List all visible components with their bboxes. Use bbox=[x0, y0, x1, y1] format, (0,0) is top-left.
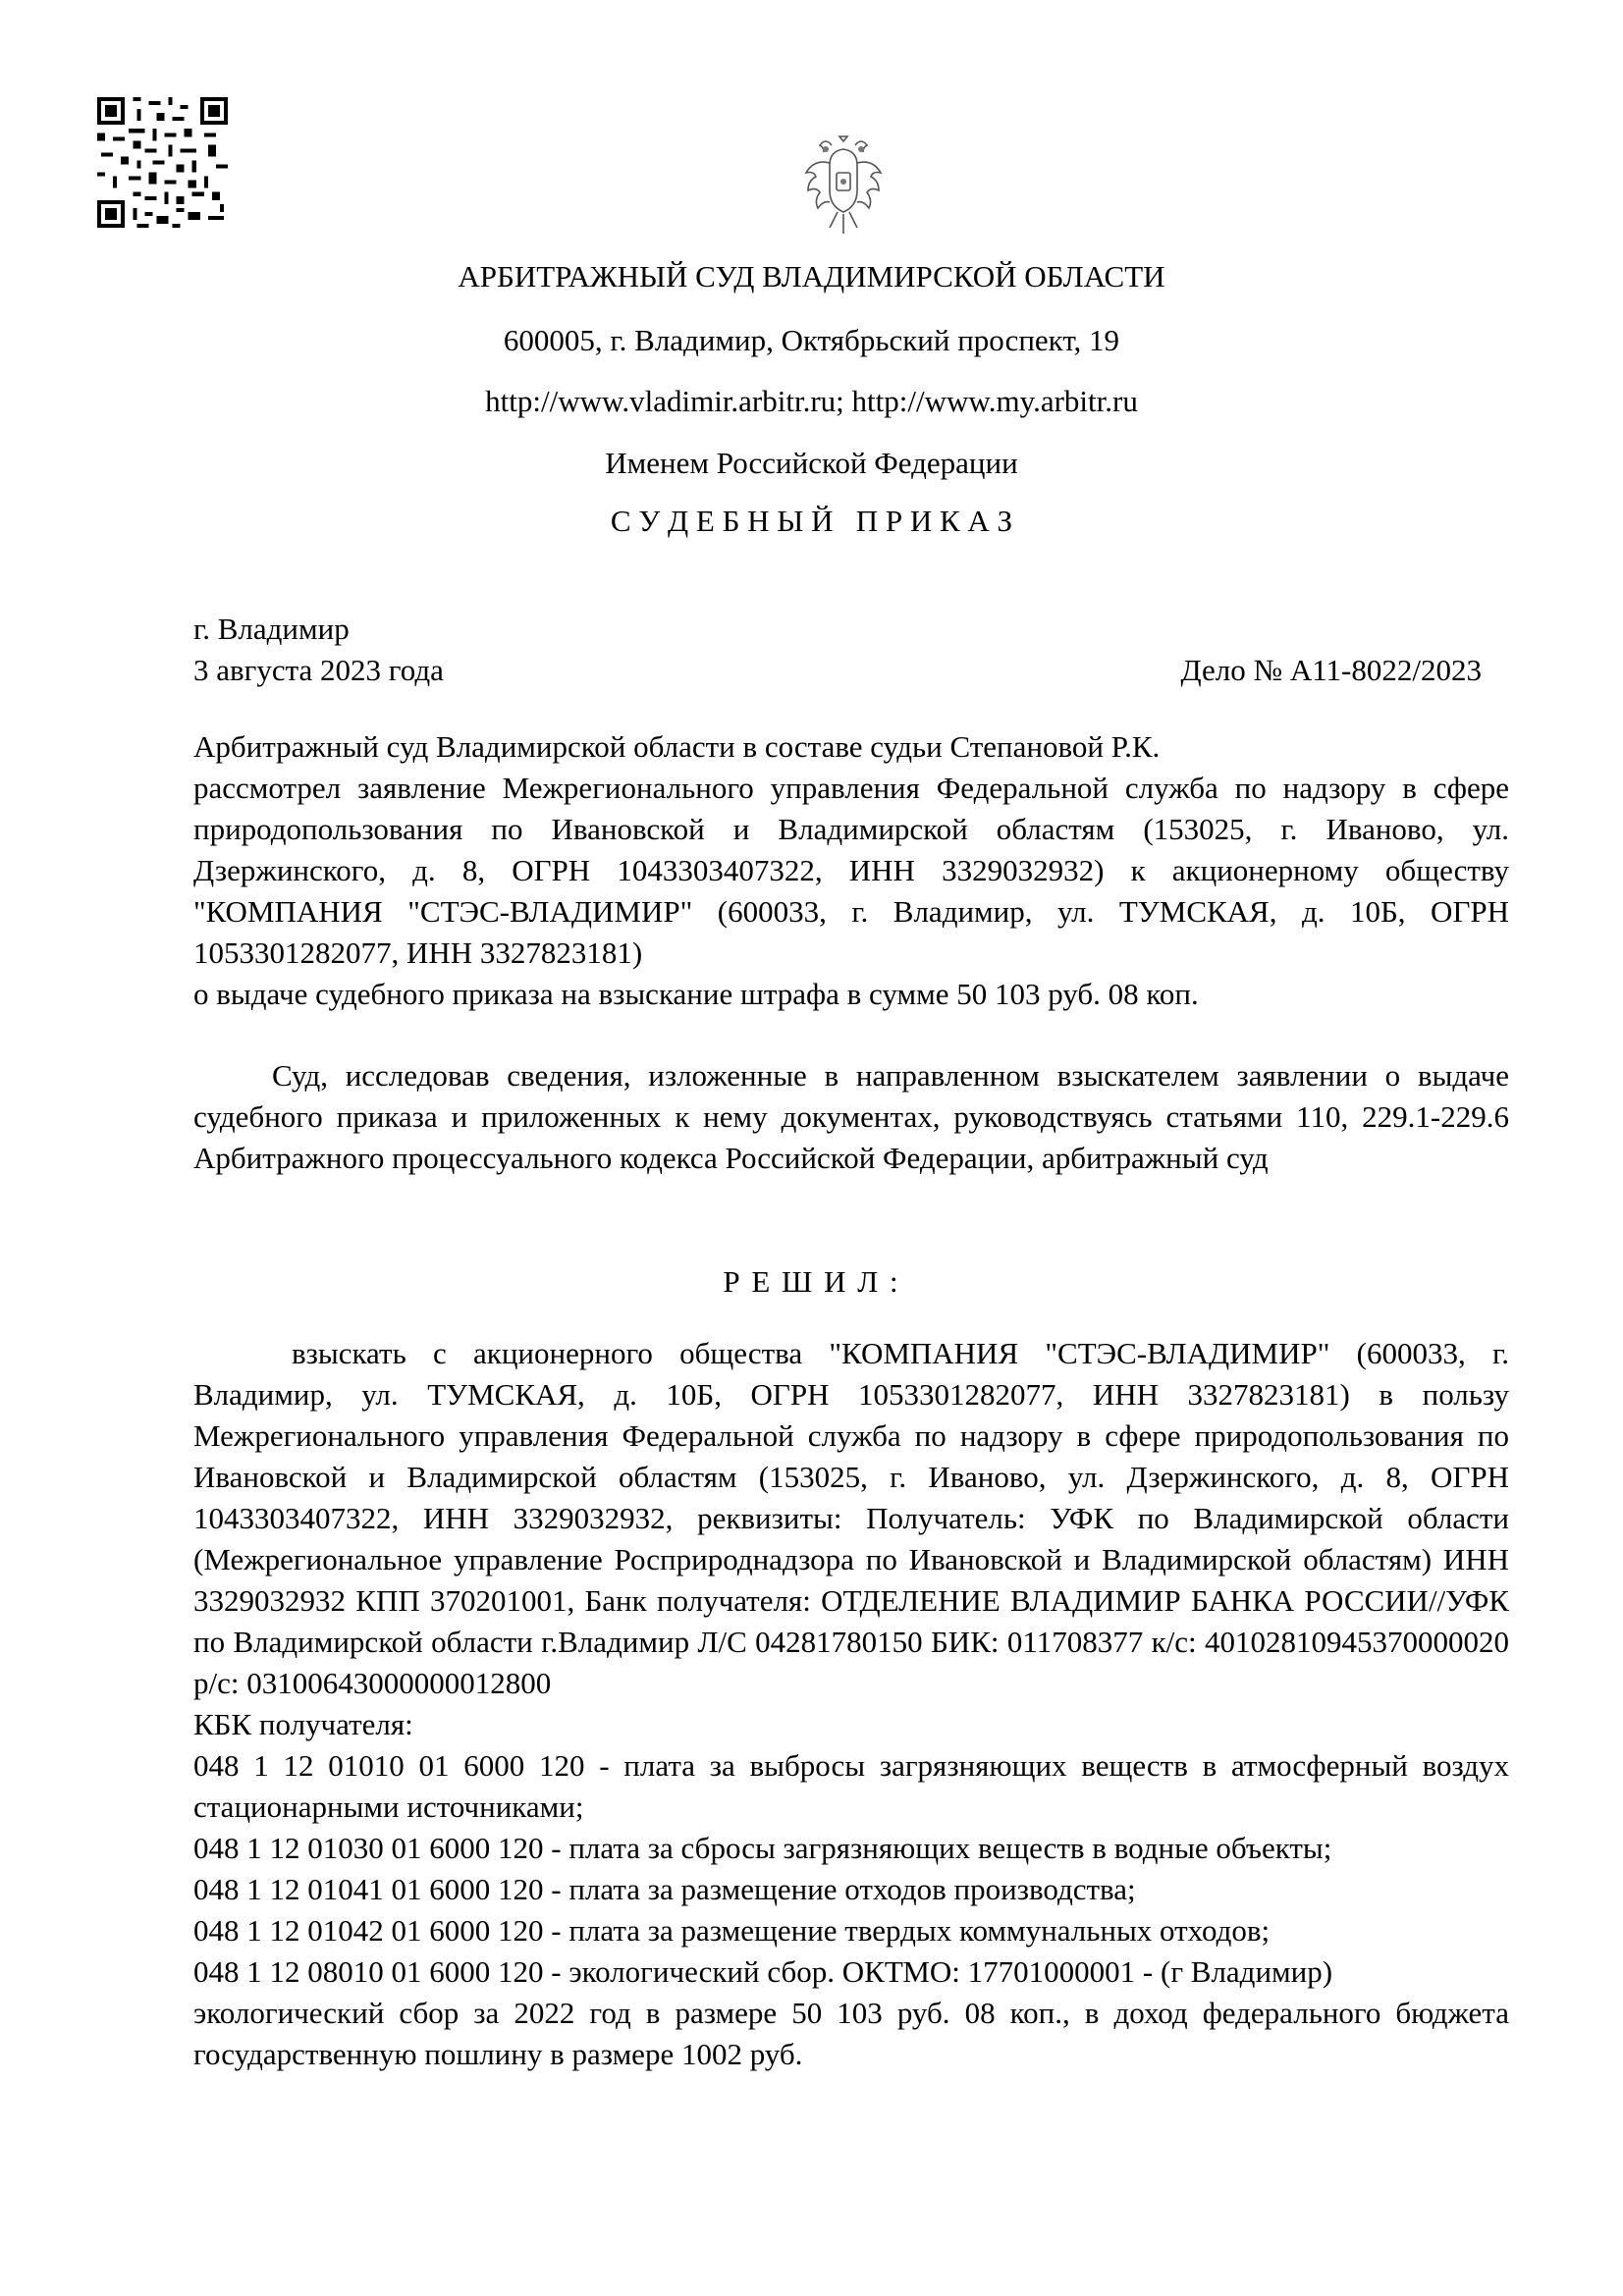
document-title: С У Д Е Б Н Ы Й П Р И К А З bbox=[610, 504, 1013, 538]
reasoning-section bbox=[193, 1055, 1509, 1179]
court-address: 600005, г. Владимир, Октябрьский проспект, 19 bbox=[503, 323, 1120, 357]
court-name: АРБИТРАЖНЫЙ СУД ВЛАДИМИРСКОЙ ОБЛАСТИ bbox=[458, 259, 1165, 294]
order-date: 3 августа 2023 года bbox=[193, 653, 444, 687]
closing-paragraph: экологический сбор за 2022 год в размере 50 103 руб. 08 коп., в доход федерального бюджета государственную пошлину в размере 1002 руб. bbox=[193, 1996, 1509, 2071]
date-case-row bbox=[193, 650, 1509, 691]
court-websites: http://www.vladimir.arbitr.ru; http://www.my.arbitr.ru bbox=[485, 384, 1138, 418]
kbk-line: 048 1 12 01010 01 6000 120 - плата за выбросы загрязняющих веществ в атмосферный воздух стационарными источниками; bbox=[193, 1748, 1509, 1824]
decided-heading: Р Е Ш И Л : bbox=[723, 1264, 900, 1299]
intro-line-application: рассмотрел заявление Межрегионального управления Федеральной служба по надзору в сфере природопользования по Ивановской и Владимирской областям (153025, г. Иваново, ул. Дзержинского, д. 8, ОГРН 1043303407322, ИНН 3329032932) к акционерному обществу "КОМПАНИЯ "СТЭС-ВЛАДИМИР" (600033, г. Владимир, ул. ТУМСКАЯ, д. 10Б, ОГРН 1053301282077, ИНН 3327823181) bbox=[193, 771, 1509, 970]
reasoning-paragraph: Суд, исследовав сведения, изложенные в направленном взыскателем заявлении о выдаче судебного приказа и приложенных к нему документах, руководствуясь статьями 110, 229.1-229.6 Арбитражного процессуального кодекса Российской Федерации, арбитражный суд bbox=[193, 1058, 1509, 1175]
russian-coat-of-arms-icon bbox=[803, 133, 884, 240]
kbk-label: КБК получателя: bbox=[193, 1707, 413, 1741]
document-meta bbox=[193, 609, 1509, 691]
intro-line-subject: о выдаче судебного приказа на взыскание штрафа в сумме 50 103 руб. 08 коп. bbox=[193, 977, 1199, 1011]
decision-section bbox=[193, 1333, 1509, 2075]
kbk-line: 048 1 12 08010 01 6000 120 - экологический сбор. ОКТМО: 17701000001 - (г Владимир) bbox=[193, 1954, 1333, 1989]
in-name-of-federation: Именем Российской Федерации bbox=[605, 446, 1018, 480]
intro-line-judge: Арбитражный суд Владимирской области в составе судьи Степановой Р.К. bbox=[193, 729, 1161, 764]
city: г. Владимир bbox=[193, 612, 350, 646]
kbk-line: 048 1 12 01042 01 6000 120 - плата за размещение твердых коммунальных отходов; bbox=[193, 1913, 1271, 1948]
intro-section bbox=[193, 726, 1509, 1015]
case-number: Дело № А11-8022/2023 bbox=[1180, 653, 1482, 687]
qr-code bbox=[97, 97, 228, 228]
decision-paragraph: взыскать с акционерного общества "КОМПАНИЯ "СТЭС-ВЛАДИМИР" (600033, г. Владимир, ул. ТУМСКАЯ, д. 10Б, ОГРН 1053301282077, ИНН 3327823181) в пользу Межрегионального управления Федеральной служба по надзору в сфере природопользования по Ивановской и Владимирской областям (153025, г. Иваново, ул. Дзержинского, д. 8, ОГРН 1043303407322, ИНН 3329032932, реквизиты: Получатель: УФК по Владимирской области (Межрегиональное управление Росприроднадзора по Ивановской и Владимирской областям) ИНН 3329032932 КПП 370201001, Банк получателя: ОТДЕЛЕНИЕ ВЛАДИМИР БАНКА РОССИИ//УФК по Владимирской области г.Владимир Л/С 04281780150 БИК: 011708377 к/с: 40102810945370000020 р/с: 03100643000000012800 bbox=[193, 1336, 1509, 1700]
kbk-line: 048 1 12 01030 01 6000 120 - плата за сбросы загрязняющих веществ в водные объекты; bbox=[193, 1831, 1332, 1865]
kbk-line: 048 1 12 01041 01 6000 120 - плата за размещение отходов производства; bbox=[193, 1872, 1136, 1906]
